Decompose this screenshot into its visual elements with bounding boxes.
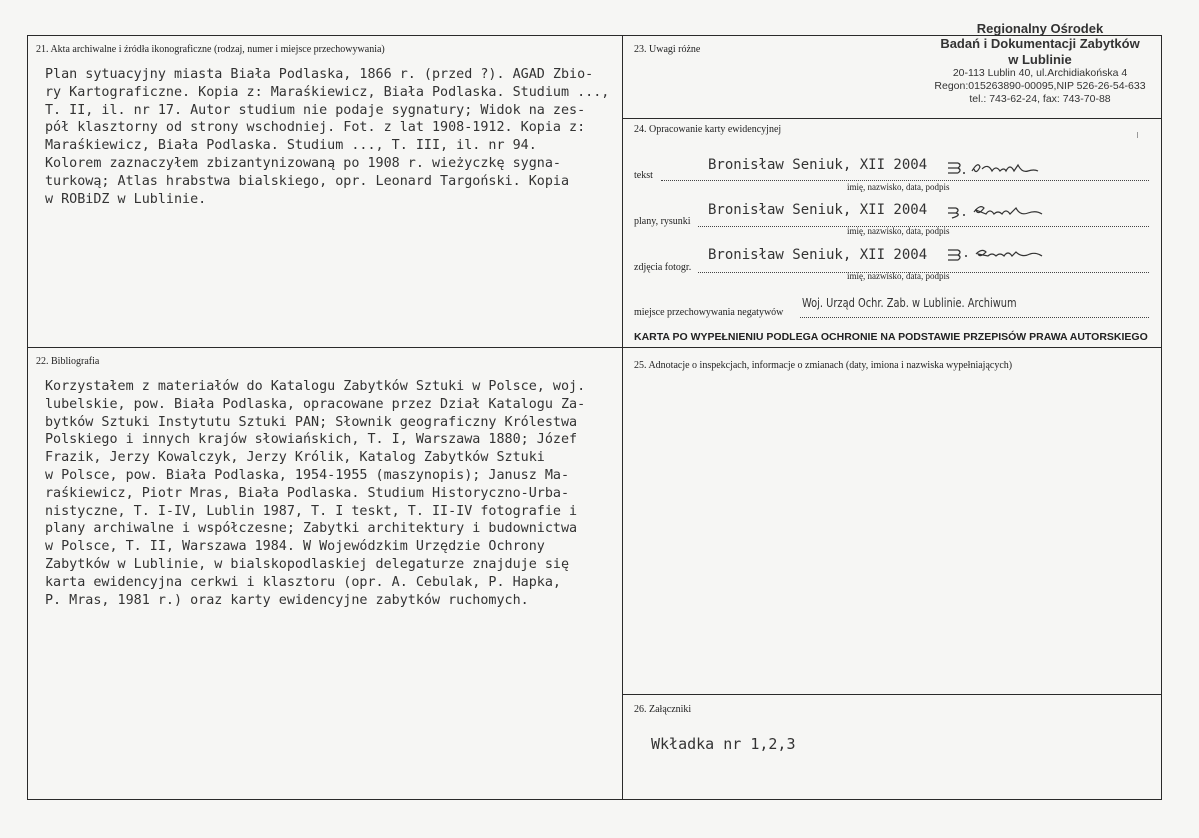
attachments-value: Wkładka nr 1,2,3 (651, 735, 796, 753)
text-line: Maraśkiewicz, Biała Podlaska. Studium ..., T. III, il. nr 94. (45, 138, 537, 154)
text-line: P. Mras, 1981 r.) oraz karty ewidencyjne zabytków ruchomych. (45, 592, 529, 608)
text-line: Frazik, Jerzy Kowalczyk, Jerzy Królik, Katalog Zabytków Sztuki (45, 450, 545, 466)
storage-label: miejsce przechowywania negatywów (634, 307, 784, 318)
section-22-text (45, 378, 585, 609)
author-entry-plans: Bronisław Seniuk, XII 2004 (708, 202, 928, 218)
signature-icon (944, 244, 1044, 266)
text-line: pół klasztorny od strony wschodniej. Fot. z lat 1908-1912. Kopia z: (45, 120, 586, 136)
copyright-warning: KARTA PO WYPEŁNIENIU PODLEGA OCHRONIE NA PODSTAWIE PRZEPISÓW PRAWA AUTORSKIEGO (634, 331, 1148, 343)
divider-25-26 (622, 694, 1162, 695)
author-entry-photos: Bronisław Seniuk, XII 2004 (708, 247, 928, 263)
frame-bottom (27, 799, 1162, 800)
text-line: lubelskie, pow. Biała Podlaska, opracowane przez Dział Katalogu Za- (45, 396, 586, 412)
stamp-line-2: Badań i Dokumentacji Zabytków (940, 36, 1140, 51)
divider-23-24 (622, 118, 1162, 119)
text-line: ry Kartograficzne. Kopia z: Maraśkiewicz, Biała Podlaska. Studium ..., (45, 84, 610, 100)
storage-value: Woj. Urząd Ochr. Zab. w Lublinie. Archiwum (802, 296, 1017, 310)
storage-dotted-line (800, 317, 1149, 318)
text-line: w ROBiDZ w Lublinie. (45, 191, 207, 207)
stamp-line-6: tel.: 743-62-24, fax: 743-70-88 (969, 93, 1111, 105)
stamp-line-3: w Lublinie (1008, 52, 1072, 67)
text-line: turkową; Atlas hrabstwa bialskiego, opr. Leonard Targoński. Kopia (45, 173, 570, 189)
text-line: Plan sytuacyjny miasta Biała Podlaska, 1866 r. (przed ?). AGAD Zbio- (45, 67, 594, 82)
text-line: plany archiwalne i współczesne; Zabytki architektury i budownictwa (45, 521, 578, 537)
stamp-line-1: Regionalny Ośrodek (976, 21, 1104, 36)
author-entry-text: Bronisław Seniuk, XII 2004 (708, 157, 928, 173)
text-line: bytków Sztuki Instytutu Sztuki PAN; Słownik geograficzny Królestwa (45, 414, 578, 430)
signature-icon (944, 157, 1044, 179)
section-23-heading: 23. Uwagi różne (634, 44, 701, 55)
section-26-heading: 26. Załączniki (634, 704, 692, 715)
text-line: w Polsce, pow. Biała Podlaska, 1954-1955 (maszynopis); Janusz Ma- (45, 467, 570, 483)
row-label-plans: plany, rysunki (634, 216, 691, 227)
text-line: nistyczne, T. I-IV, Lublin 1987, T. I teskt, T. II-IV fotografie i (45, 503, 578, 519)
frame-left (27, 35, 28, 800)
text-line: karta ewidencyjna cerkwi i klasztoru (opr. A. Cebulak, P. Hapka, (45, 574, 561, 590)
signature-icon (944, 200, 1044, 222)
section-21-text (45, 66, 609, 208)
frame-right (1161, 35, 1162, 800)
text-line: raśkiewicz, Piotr Mras, Biała Podlaska. Studium Historyczno-Urba- (45, 485, 570, 501)
section-22-heading: 22. Bibliografia (36, 356, 100, 367)
stamp-line-5: Regon:015263890-00095,NIP 526-26-54-633 (934, 80, 1146, 92)
section-21-heading: 21. Akta archiwalne i źródła ikonograficzne (rodzaj, numer i miejsce przechowywania) (36, 44, 385, 55)
row-caption: imię, nazwisko, data, podpis (847, 271, 950, 281)
stamp-line-4: 20-113 Lublin 40, ul.Archidiakońska 4 (952, 67, 1128, 79)
row-caption: imię, nazwisko, data, podpis (847, 182, 950, 192)
section-25-heading: 25. Adnotacje o inspekcjach, informacje o zmianach (daty, imiona i nazwiska wypełniających) (634, 360, 1013, 371)
text-line: w Polsce, T. II, Warszawa 1984. W Wojewódzkim Urzędzie Ochrony (45, 539, 545, 555)
row-dotted-line (661, 180, 1149, 181)
institution-stamp (925, 22, 1155, 106)
row-caption: imię, nazwisko, data, podpis (847, 226, 950, 236)
row-label-photos: zdjęcia fotogr. (634, 262, 692, 273)
text-line: Korzystałem z materiałów do Katalogu Zabytków Sztuki w Polsce, woj. (45, 379, 586, 394)
section-24-heading: 24. Opracowanie karty ewidencyjnej (634, 124, 782, 135)
text-line: Kolorem zaznaczyłem zbizantynizowaną po 1908 r. wieżyczkę sygna- (45, 155, 561, 171)
text-line: Polskiego i innych krajów słowiańskich, T. I, Warszawa 1880; Józef (45, 432, 578, 448)
divider-vertical (622, 35, 623, 800)
divider-middle (27, 347, 1162, 348)
text-line: T. II, il. nr 17. Autor studium nie podaje sygnatury; Widok na zes- (45, 102, 586, 118)
row-label-text: tekst (634, 170, 653, 181)
stray-mark (1137, 132, 1138, 138)
text-line: Zabytków w Lublinie, w bialskopodlaskiej delegaturze znajduje się (45, 556, 570, 572)
